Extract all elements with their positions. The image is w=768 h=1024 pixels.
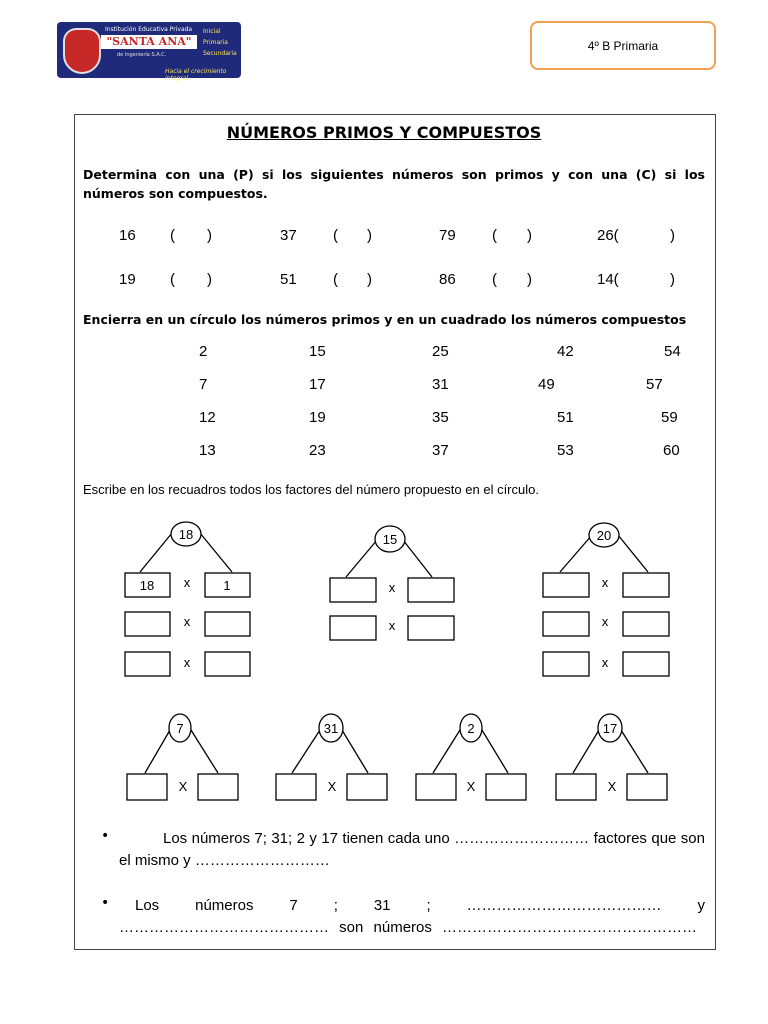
number-item: 59 bbox=[661, 409, 678, 426]
tree-number: 2 bbox=[467, 721, 475, 736]
times-sign: x bbox=[601, 575, 609, 590]
tree-number: 31 bbox=[323, 721, 339, 736]
number-item: 31 bbox=[432, 376, 449, 393]
answer-open-paren: ( bbox=[170, 271, 175, 288]
logo-level: Secundaria bbox=[203, 50, 237, 57]
number-item: 12 bbox=[199, 409, 216, 426]
logo-school-name: "SANTA ANA" bbox=[101, 35, 197, 49]
number-item: 17 bbox=[309, 376, 326, 393]
tree-number: 20 bbox=[596, 528, 612, 543]
factor-box[interactable] bbox=[276, 774, 316, 800]
number-item: 37 bbox=[432, 442, 449, 459]
factor-box[interactable] bbox=[125, 652, 170, 676]
answer-close-paren: ) bbox=[670, 271, 675, 288]
number-item: 35 bbox=[432, 409, 449, 426]
prime-item: 16 bbox=[119, 227, 136, 244]
tree-number: 15 bbox=[382, 532, 398, 547]
factor-box[interactable] bbox=[347, 774, 387, 800]
answer-open-paren: ( bbox=[170, 227, 175, 244]
answer-close-paren: ) bbox=[367, 227, 372, 244]
factor-box[interactable] bbox=[408, 616, 454, 640]
factor-box[interactable] bbox=[556, 774, 596, 800]
answer-close-paren: ) bbox=[367, 271, 372, 288]
times-sign: x bbox=[601, 655, 609, 670]
answer-close-paren: ) bbox=[207, 271, 212, 288]
number-item: 49 bbox=[538, 376, 555, 393]
factor-box[interactable] bbox=[127, 774, 167, 800]
prime-item: 14( bbox=[597, 271, 619, 288]
factor-box[interactable] bbox=[205, 652, 250, 676]
number-item: 15 bbox=[309, 343, 326, 360]
answer-close-paren: ) bbox=[670, 227, 675, 244]
factor-box[interactable] bbox=[543, 612, 589, 636]
number-item: 57 bbox=[646, 376, 663, 393]
section1-instruction: Determina con una (P) si los siguientes números son primos y con una (C) si los números son compuestos. bbox=[83, 167, 705, 201]
logo-level: Primaria bbox=[203, 39, 228, 46]
factor-value: 1 bbox=[223, 578, 231, 593]
factor-box[interactable] bbox=[543, 652, 589, 676]
factor-value: 18 bbox=[139, 578, 155, 593]
factor-box[interactable] bbox=[627, 774, 667, 800]
answer-close-paren: ) bbox=[527, 227, 532, 244]
factor-box[interactable] bbox=[125, 612, 170, 636]
factor-box[interactable] bbox=[408, 578, 454, 602]
factor-box[interactable] bbox=[198, 774, 238, 800]
factor-box[interactable] bbox=[623, 573, 669, 597]
logo-slogan: Hacia el crecimiento integral bbox=[165, 68, 227, 82]
answer-open-paren: ( bbox=[333, 227, 338, 244]
times-sign: x bbox=[388, 618, 396, 633]
prime-item: 37 bbox=[280, 227, 297, 244]
factor-box[interactable] bbox=[623, 652, 669, 676]
times-sign: X bbox=[607, 779, 617, 794]
grade-label: 4º B Primaria bbox=[587, 38, 659, 53]
prime-item: 51 bbox=[280, 271, 297, 288]
tree-number: 18 bbox=[178, 527, 194, 542]
answer-open-paren: ( bbox=[492, 227, 497, 244]
logo-institution-line: Institución Educativa Privada bbox=[105, 26, 193, 33]
prime-item: 19 bbox=[119, 271, 136, 288]
number-item: 19 bbox=[309, 409, 326, 426]
factor-box[interactable] bbox=[416, 774, 456, 800]
answer-open-paren: ( bbox=[492, 271, 497, 288]
bullet-icon: • bbox=[101, 895, 110, 911]
times-sign: x bbox=[183, 575, 191, 590]
factor-box[interactable] bbox=[543, 573, 589, 597]
worksheet-title: NÚMEROS PRIMOS Y COMPUESTOS bbox=[226, 123, 542, 142]
factor-box[interactable] bbox=[330, 616, 376, 640]
times-sign: x bbox=[183, 614, 191, 629]
bullet-text: Los números 7; 31; 2 y 17 tienen cada uno ……………………… factores que son el mismo y ……………………… bbox=[119, 830, 705, 869]
number-item: 7 bbox=[199, 376, 208, 393]
prime-item: 86 bbox=[439, 271, 456, 288]
answer-open-paren: ( bbox=[333, 271, 338, 288]
number-item: 51 bbox=[557, 409, 574, 426]
number-item: 2 bbox=[199, 343, 208, 360]
times-sign: x bbox=[388, 580, 396, 595]
section2-instruction: Encierra en un círculo los números primos y en un cuadrado los números compuestos bbox=[83, 312, 687, 327]
times-sign: x bbox=[183, 655, 191, 670]
factor-box[interactable] bbox=[486, 774, 526, 800]
bullet-text: Los números 7 ; 31 ; ………………………………… y …………………………………… son números …………………………………………… bbox=[119, 897, 705, 936]
times-sign: X bbox=[466, 779, 476, 794]
tree-number: 7 bbox=[176, 721, 184, 736]
answer-close-paren: ) bbox=[207, 227, 212, 244]
number-item: 13 bbox=[199, 442, 216, 459]
times-sign: x bbox=[601, 614, 609, 629]
number-item: 53 bbox=[557, 442, 574, 459]
times-sign: X bbox=[327, 779, 337, 794]
logo-level: Inicial bbox=[203, 28, 221, 35]
tree-number: 17 bbox=[602, 721, 618, 736]
number-item: 54 bbox=[664, 343, 681, 360]
number-item: 25 bbox=[432, 343, 449, 360]
number-item: 23 bbox=[309, 442, 326, 459]
answer-close-paren: ) bbox=[527, 271, 532, 288]
logo-sub: de Ingeniería S.A.C. bbox=[117, 52, 167, 58]
times-sign: X bbox=[178, 779, 188, 794]
bullet-icon: • bbox=[101, 828, 110, 844]
factor-box[interactable] bbox=[205, 612, 250, 636]
number-item: 42 bbox=[557, 343, 574, 360]
prime-item: 79 bbox=[439, 227, 456, 244]
section3-instruction: Escribe en los recuadros todos los factores del número propuesto en el círculo. bbox=[83, 482, 539, 497]
number-item: 60 bbox=[663, 442, 680, 459]
factor-box[interactable] bbox=[330, 578, 376, 602]
factor-box[interactable] bbox=[623, 612, 669, 636]
prime-item: 26( bbox=[597, 227, 619, 244]
